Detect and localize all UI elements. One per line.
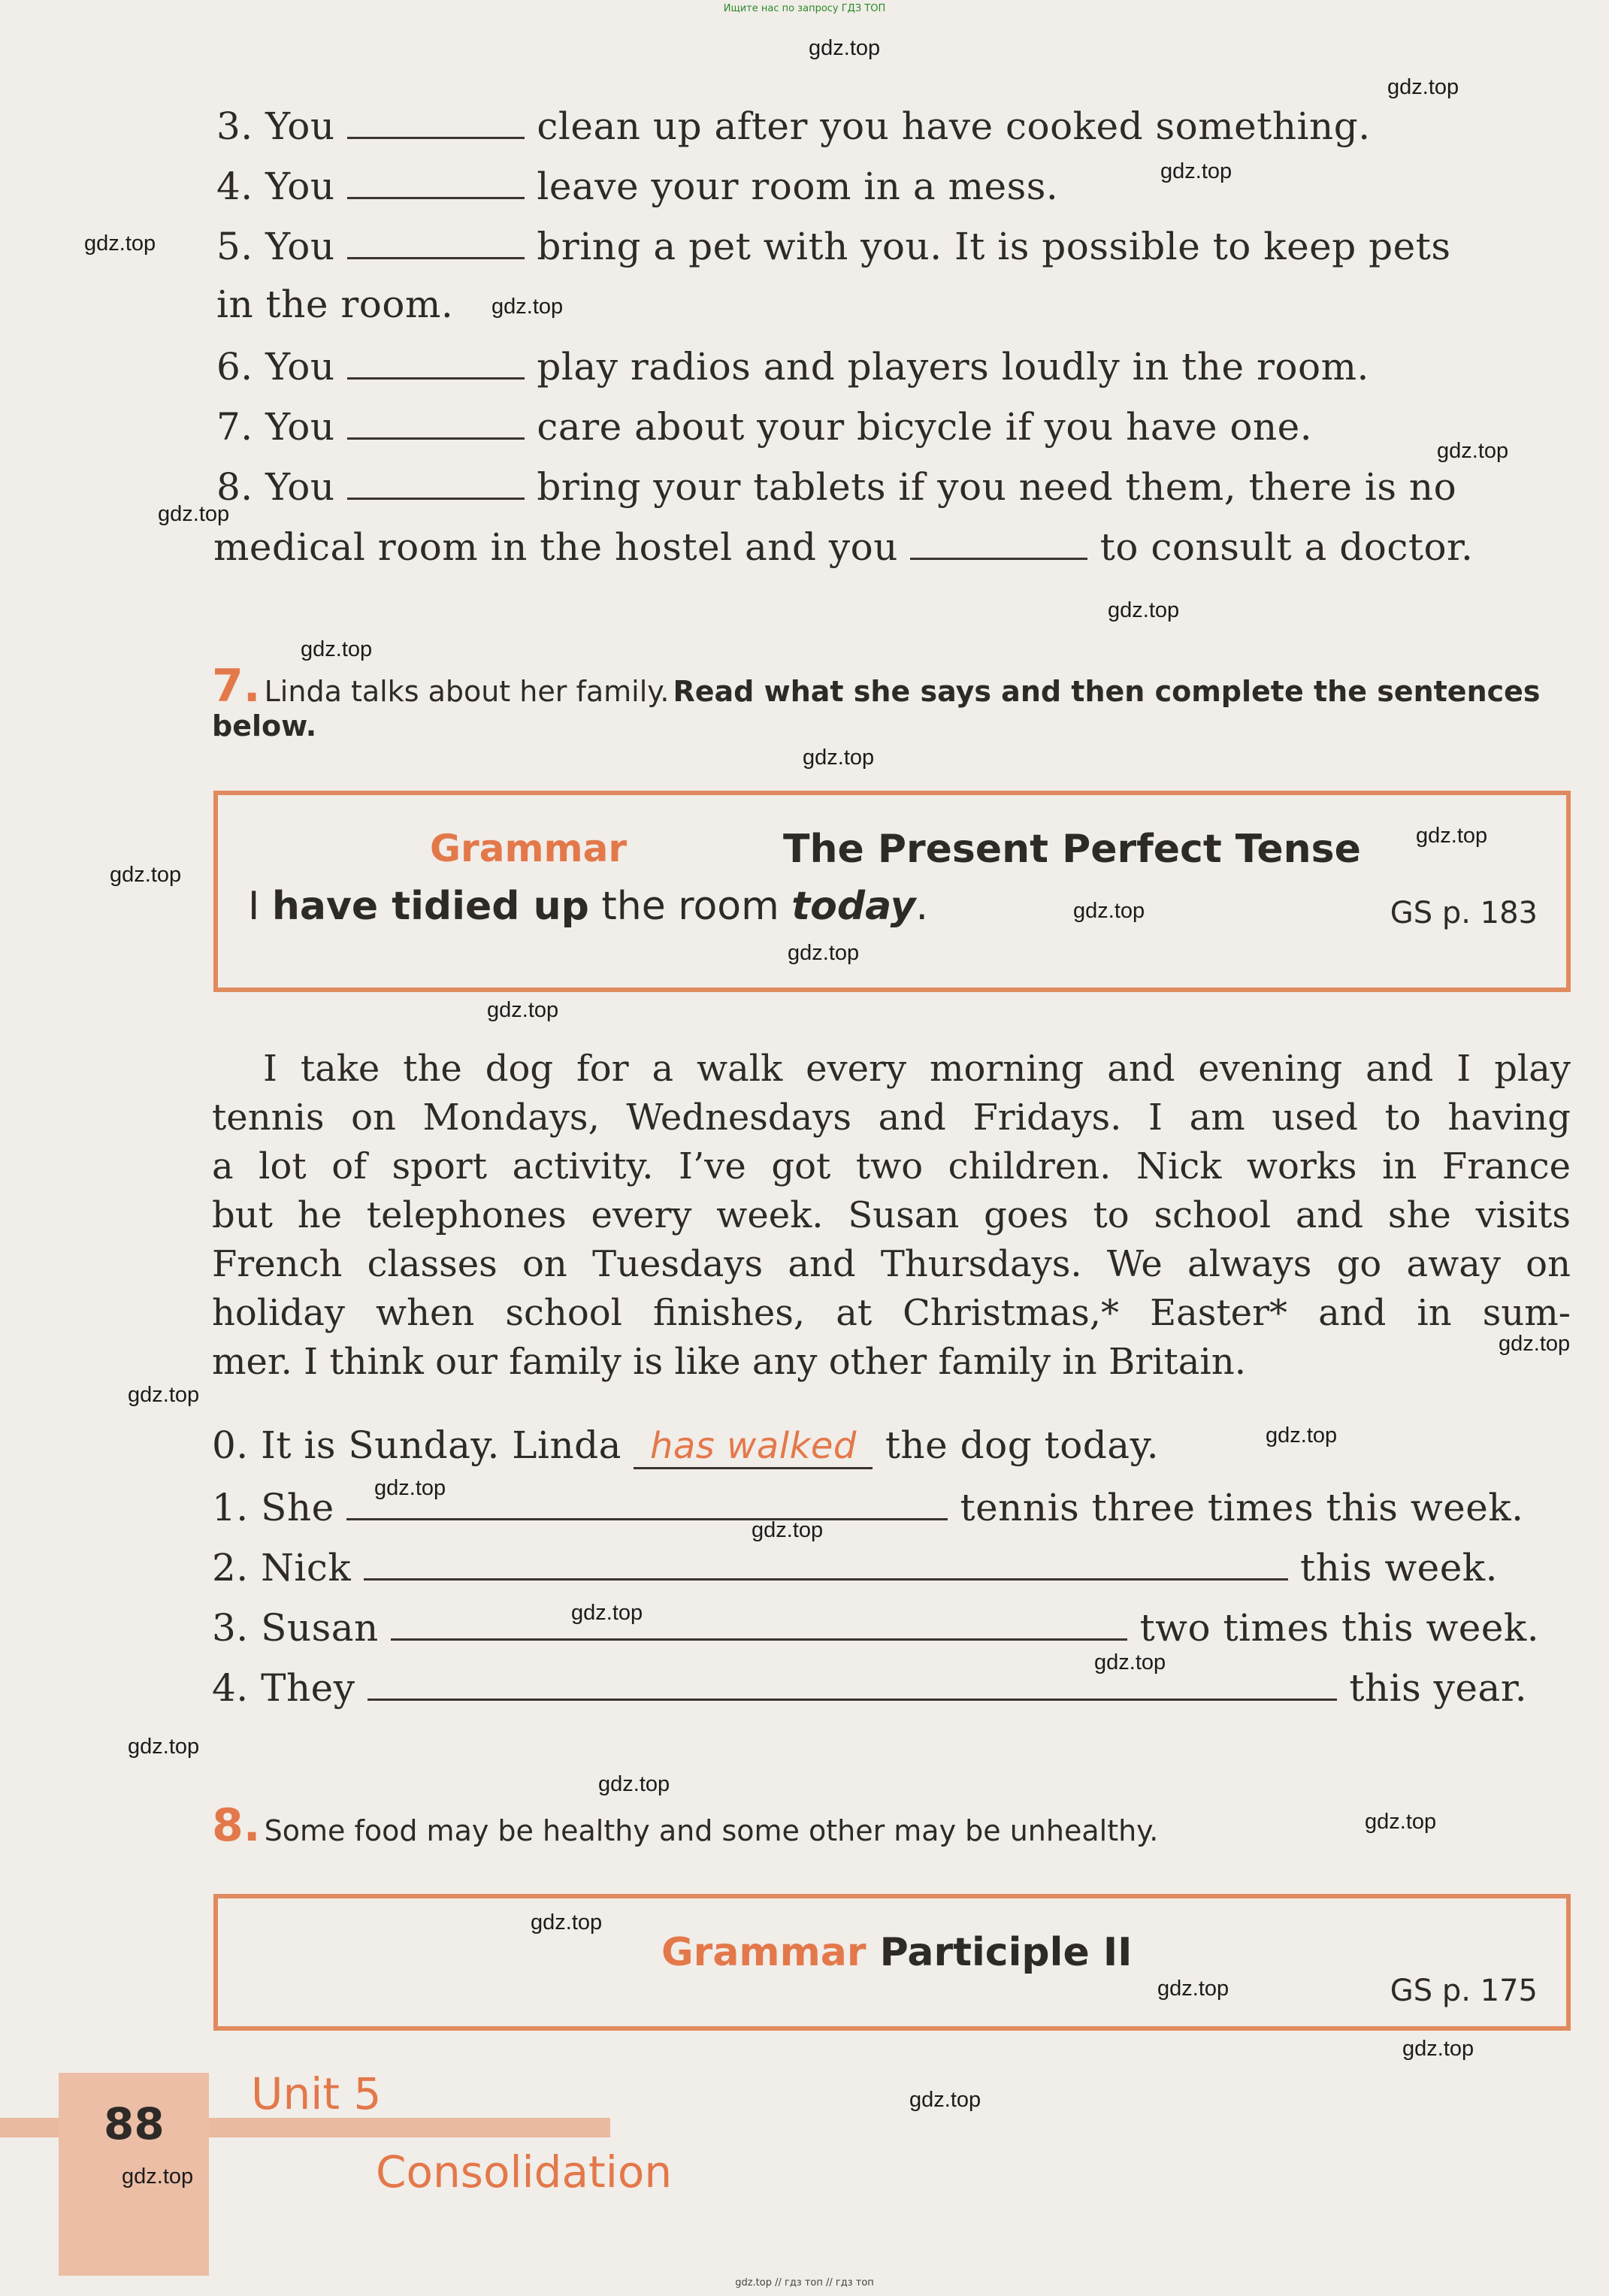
watermark: gdz.top: [803, 746, 875, 770]
answer-blank[interactable]: [910, 523, 1087, 560]
ex7-number: 7.: [212, 660, 261, 712]
grammar-label: Grammar: [430, 827, 628, 870]
watermark: gdz.top: [752, 1518, 824, 1542]
ex7-instruction-cont: below.: [212, 709, 317, 743]
watermark: gdz.top: [1365, 1810, 1437, 1834]
section-title: Consolidation: [376, 2146, 673, 2198]
answer-blank[interactable]: [347, 463, 525, 500]
watermark: gdz.top: [1416, 824, 1488, 848]
ex6-line-3: 3. You clean up after you have cooked something.: [216, 102, 1371, 148]
answer-blank[interactable]: [364, 1544, 1288, 1581]
grammar-title: The Present Perfect Tense: [783, 827, 1361, 872]
grammar-box-present-perfect: [213, 791, 1571, 992]
ex7-sentence-2: 2. Nick this week.: [212, 1544, 1498, 1590]
unit-title: Unit 5: [251, 2068, 382, 2119]
ex7-sentence-3: 3. Susan two times this week.: [212, 1604, 1539, 1650]
ex7-reading-text: I take the dog for a walk every morning and evening and I play tennis on Mondays, Wednesdays and Fridays. I am used to having a lot of sport activity. I’ve got two children. Nick works in France but he telephones every week. Susan goes to school and she visits French classes on Tuesdays and Thursdays. We always go away on holiday when school finishes, at Christmas,* Easter* and in sum- mer. I think our family is like any other family in Britain.: [212, 1048, 1571, 1383]
ex6-line-7: 7. You care about your bicycle if you have one.: [216, 403, 1312, 449]
watermark: gdz.top: [491, 295, 564, 319]
ex8-number: 8.: [212, 1799, 261, 1852]
watermark: gdz.top: [84, 231, 156, 256]
answer-blank[interactable]: [391, 1604, 1127, 1641]
watermark: gdz.top: [1402, 2037, 1474, 2061]
watermark: gdz.top: [487, 998, 559, 1022]
ex6-line-8-cont: medical room in the hostel and you to consult a doctor.: [213, 523, 1473, 569]
answer-blank[interactable]: [347, 102, 525, 139]
ex7-sentence-0: 0. It is Sunday. Linda has walked the dog today.: [212, 1423, 1159, 1469]
watermark: gdz.top: [1160, 159, 1232, 183]
ex6-line-5: 5. You bring a pet with you. It is possible to keep pets: [216, 222, 1451, 268]
grammar-box-participle: [213, 1894, 1571, 2031]
grammar-box-heading: Grammar Participle II: [661, 1930, 1133, 1975]
watermark: gdz.top: [122, 2164, 194, 2189]
grammar-example: I have tidied up the room today.: [248, 884, 929, 929]
answer-blank[interactable]: [347, 162, 525, 199]
answer-blank[interactable]: [347, 403, 525, 440]
watermark: gdz.top: [128, 1383, 200, 1407]
watermark: gdz.top: [909, 2088, 981, 2112]
watermark: gdz.top: [1437, 439, 1509, 463]
answer-blank[interactable]: [347, 222, 525, 259]
top-banner: Ищите нас по запросу ГДЗ ТОП: [723, 3, 886, 14]
watermark: gdz.top: [1499, 1332, 1571, 1356]
ex6-line-5-cont: in the room.: [216, 283, 454, 326]
watermark: gdz.top: [788, 941, 860, 965]
ex7-instruction: 7. Linda talks about her family. Read what she says and then complete the sentences: [212, 660, 1541, 712]
page-number: 88: [104, 2098, 165, 2149]
grammar-reference: GS p. 183: [1390, 896, 1538, 930]
watermark: gdz.top: [571, 1601, 643, 1625]
bottom-banner: gdz.top // гдз топ // гдз топ: [735, 2277, 874, 2288]
watermark: gdz.top: [1094, 1650, 1166, 1674]
watermark: gdz.top: [809, 36, 881, 60]
watermark: gdz.top: [1157, 1977, 1229, 2001]
watermark: gdz.top: [110, 863, 182, 887]
watermark: gdz.top: [598, 1772, 670, 1796]
answer-blank[interactable]: [367, 1664, 1337, 1701]
watermark: gdz.top: [1073, 899, 1145, 923]
ex7-sentence-4: 4. They this year.: [212, 1664, 1527, 1710]
ex8-instruction: 8. Some food may be healthy and some other may be unhealthy.: [212, 1799, 1159, 1852]
ex7-sentence-1: 1. She tennis three times this week.: [212, 1484, 1524, 1529]
grammar-reference: GS p. 175: [1390, 1974, 1538, 2008]
watermark: gdz.top: [128, 1735, 200, 1759]
answer-blank[interactable]: [347, 343, 525, 380]
watermark: gdz.top: [158, 502, 230, 526]
watermark: gdz.top: [1108, 598, 1180, 622]
ex6-line-8: 8. You bring your tablets if you need them, there is no: [216, 463, 1456, 509]
watermark: gdz.top: [301, 637, 373, 661]
watermark: gdz.top: [531, 1910, 603, 1935]
example-answer: has walked: [634, 1425, 873, 1469]
watermark: gdz.top: [374, 1476, 446, 1500]
watermark: gdz.top: [1266, 1423, 1338, 1447]
ex6-line-4: 4. You leave your room in a mess.: [216, 162, 1058, 208]
watermark: gdz.top: [1387, 75, 1459, 99]
ex6-line-6: 6. You play radios and players loudly in the room.: [216, 343, 1369, 389]
